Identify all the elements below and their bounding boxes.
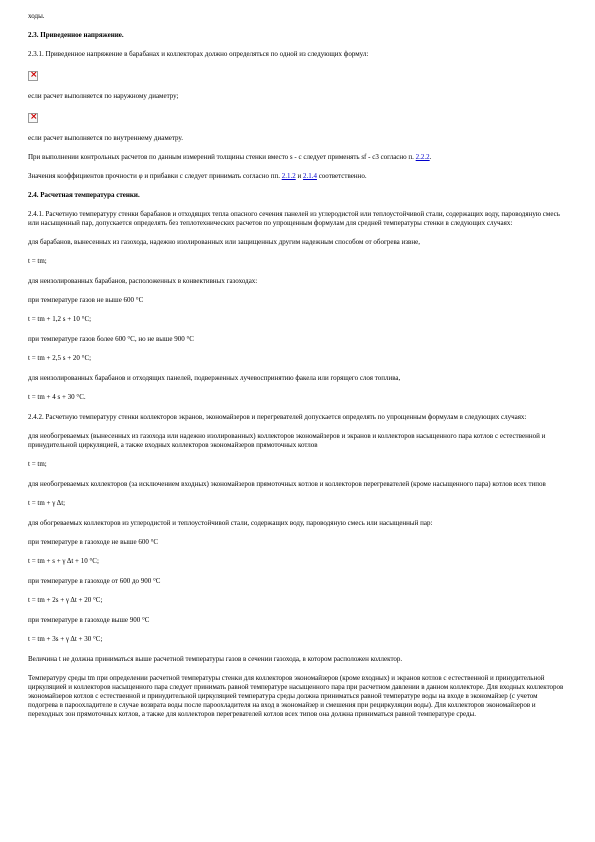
broken-image-icon — [28, 113, 38, 123]
section-heading-2-3: 2.3. Приведенное напряжение. — [28, 31, 124, 39]
paragraph-continuation: ходы. — [28, 12, 45, 20]
paragraph-unheated-collectors: для необогреваемых (вынесенных из газохода или надежно изолированных) коллекторов экономайзеров и экранов и коллекторов насыщенного пара котлов с естественной и принудительной циркуляцией, а также входных коллекторов экономайзеров прямоточных котлов — [28, 432, 546, 449]
text-respectively: соответственно. — [318, 172, 367, 180]
paragraph-heated-collectors: для обогреваемых коллекторов из углеродистой и теплоустойчивой стали, содержащих воду, пароводяную смесь или насыщенный пар: — [28, 519, 433, 527]
paragraph-outer-diameter: если расчет выполняется по наружному диаметру; — [28, 92, 179, 100]
paragraph-2-4-1: 2.4.1. Расчетную температуру стенки барабанов и отходящих тепла опасного сечения панелей из углеродистой или теплоустойчивой стали, содержащих воду, пароводяную смесь или насыщенный пар, допускается определять без теплотехнических расчетов по упрощенным формулам для средней температуры стенки в следующих случаях: — [28, 210, 560, 227]
broken-image-icon — [28, 71, 38, 81]
formula-2s-gamma-20: t = tm + 2s + γ Δt + 20 °C; — [28, 596, 103, 604]
formula-t-tm: t = tm; — [28, 257, 47, 265]
document-page — [28, 12, 566, 729]
link-2-1-2[interactable]: 2.1.2 — [281, 172, 296, 180]
paragraph-flue-900: при температуре в газоходе выше 900 °C — [28, 616, 150, 624]
paragraph-unheated-collectors-2: для необогреваемых коллекторов (за исключением входных) экономайзеров прямоточных котлов и коллекторов перегревателей (кроме насыщенного пара) котлов всех типов — [28, 480, 546, 488]
formula-1-2s: t = tm + 1,2 s + 10 °C; — [28, 315, 92, 323]
paragraph-2-3-1: 2.3.1. Приведенное напряжение в барабанах и коллекторах должно определяться по одной из следующих формул: — [28, 50, 369, 58]
text-and: и — [297, 172, 302, 180]
text-period: . — [429, 153, 432, 161]
paragraph-flue-600: при температуре в газоходе не выше 600 °C — [28, 538, 159, 546]
text-coefficients: Значения коэффициентов прочности φ и прибавки c следует принимать согласно пп. — [28, 172, 280, 180]
paragraph-gas-600-900: при температуре газов более 600 °C, но не выше 900 °C — [28, 335, 194, 343]
link-2-1-4[interactable]: 2.1.4 — [302, 172, 317, 180]
formula-2-5s: t = tm + 2,5 s + 20 °C; — [28, 354, 92, 362]
paragraph-inner-diameter: если расчет выполняется по внутреннему диаметру. — [28, 134, 183, 142]
text-control-calc: При выполнении контрольных расчетов по данным измерений толщины стенки вместо s - c следует применять sf - c3 согласно п. — [28, 153, 414, 161]
formula-s-gamma-10: t = tm + s + γ Δt + 10 °C; — [28, 557, 99, 565]
formula-t-tm-collectors: t = tm; — [28, 460, 47, 468]
formula-gamma-dt: t = tm + γ Δt; — [28, 499, 66, 507]
formula-4s: t = tm + 4 s + 30 °C. — [28, 393, 86, 401]
paragraph-medium-temperature: Температуру среды tm при определении расчетной температуры стенки для коллекторов экономайзеров (кроме входных) и экранов котлов с естественной и принудительной циркуляцией и коллекторов насыщенного пара следует принимать равной температуре насыщенного пара при расчетном давлении в данном коллекторе. Для входных коллекторов экономайзеров котлов с естественной и принудительной циркуляцией температура среды должна приниматься равной температуре воды на входе в экономайзер (с учетом подогрева в пароохладителе в случае возврата воды после пароохладителя на вход в экономайзер и смешения при рециркуляции воды). Для коллекторов экономайзеров и переходных зон прямоточных котлов, а также для коллекторов перегревателей котлов всех типов она должна приниматься равной температуре среды. — [28, 674, 564, 718]
section-heading-2-4: 2.4. Расчетная температура стенки. — [28, 191, 140, 199]
paragraph-gas-600: при температуре газов не выше 600 °C — [28, 296, 144, 304]
formula-3s-gamma-30: t = tm + 3s + γ Δt + 30 °C; — [28, 635, 103, 643]
paragraph-flue-600-900: при температуре в газоходе от 600 до 900 °C — [28, 577, 161, 585]
paragraph-2-4-2: 2.4.2. Расчетную температуру стенки коллекторов экранов, экономайзеров и перегревателей допускается определять по упрощенным формулам в следующих случаях: — [28, 413, 527, 421]
paragraph-coefficients — [28, 172, 566, 181]
paragraph-radiant-drums: для неизолированных барабанов и отходящих панелей, подверженных лучевоспринятию факела или горящего слоя топлива, — [28, 374, 401, 382]
paragraph-control-calc — [28, 153, 566, 162]
paragraph-drums-outside: для барабанов, вынесенных из газохода, надежно изолированных или защищенных другим надежным способом от обогрева извне, — [28, 238, 420, 246]
paragraph-uninsulated-drums: для неизолированных барабанов, расположенных в конвективных газоходах: — [28, 277, 258, 285]
paragraph-limit: Величина t не должна приниматься выше расчетной температуры газов в сечении газохода, в котором расположен коллектор. — [28, 655, 403, 663]
link-2-2-2[interactable]: 2.2.2 — [415, 153, 430, 161]
